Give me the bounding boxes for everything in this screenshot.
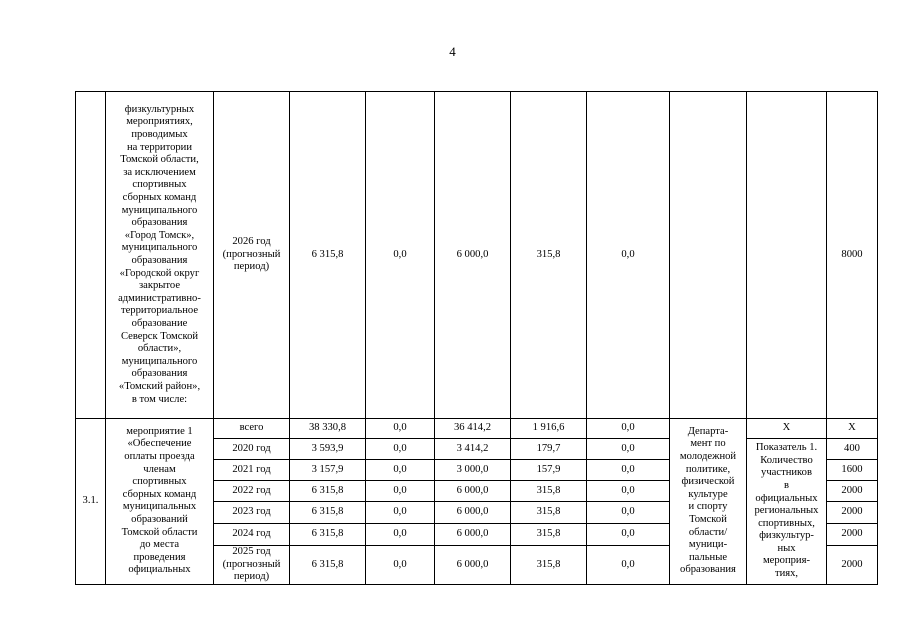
indicator-cell (747, 92, 827, 419)
total-cell: 3 157,9 (290, 460, 366, 481)
indicator-value-cell: 2000 (827, 524, 878, 546)
other-cell: 0,0 (587, 481, 670, 502)
federal-cell: 0,0 (366, 546, 435, 585)
page-number: 4 (449, 44, 456, 59)
federal-cell: 0,0 (366, 460, 435, 481)
indicator-value-cell: 8000 (827, 92, 878, 419)
local-cell: 315,8 (511, 502, 587, 524)
total-cell: 6 315,8 (290, 92, 366, 419)
year-cell: 2020 год (214, 439, 290, 460)
indicator-mark-cell: Х (747, 419, 827, 439)
total-cell: 6 315,8 (290, 546, 366, 585)
regional-cell: 3 000,0 (435, 460, 511, 481)
index-cell (76, 92, 106, 419)
regional-cell: 6 000,0 (435, 502, 511, 524)
other-cell: 0,0 (587, 502, 670, 524)
local-cell: 315,8 (511, 92, 587, 419)
year-cell: 2025 год (прогнозный период) (214, 546, 290, 585)
year-cell: 2021 год (214, 460, 290, 481)
table-row (76, 419, 878, 439)
federal-cell: 0,0 (366, 524, 435, 546)
local-cell: 1 916,6 (511, 419, 587, 439)
regional-cell: 6 000,0 (435, 92, 511, 419)
section-index: 3.1. (76, 419, 106, 585)
total-cell: 6 315,8 (290, 502, 366, 524)
local-cell: 315,8 (511, 546, 587, 585)
regional-cell: 3 414,2 (435, 439, 511, 460)
year-cell: 2023 год (214, 502, 290, 524)
table-row (76, 92, 878, 419)
total-cell: 6 315,8 (290, 524, 366, 546)
other-cell: 0,0 (587, 92, 670, 419)
year-cell: 2022 год (214, 481, 290, 502)
indicator-value-cell: 400 (827, 439, 878, 460)
indicator-value-cell: 2000 (827, 481, 878, 502)
regional-cell: 6 000,0 (435, 481, 511, 502)
description-cell: физкультурных мероприятиях, проводимых на территории Томской области, за исключением спортивных сборных команд муниципального образования «Город Томск», муниципального образования «Городской округ закрытое административно- территориальное образование Северск Томской области», муниципального образования «Томский район», в том числе: (106, 92, 214, 419)
other-cell: 0,0 (587, 419, 670, 439)
executor-cell: Департа- мент по молодежной политике, физической культуре и спорту Томской области/ муници- пальные образования (670, 419, 747, 585)
indicator-text-cell: Показатель 1. Количество участников в официальных региональных спортивных, физкультур- ных мероприя- тиях, (747, 439, 827, 585)
federal-cell: 0,0 (366, 419, 435, 439)
federal-cell: 0,0 (366, 439, 435, 460)
regional-cell: 6 000,0 (435, 546, 511, 585)
federal-cell: 0,0 (366, 92, 435, 419)
local-cell: 315,8 (511, 524, 587, 546)
year-cell: всего (214, 419, 290, 439)
other-cell: 0,0 (587, 439, 670, 460)
indicator-value-cell: 2000 (827, 502, 878, 524)
regional-cell: 6 000,0 (435, 524, 511, 546)
other-cell: 0,0 (587, 546, 670, 585)
total-cell: 38 330,8 (290, 419, 366, 439)
total-cell: 3 593,9 (290, 439, 366, 460)
local-cell: 179,7 (511, 439, 587, 460)
section-description: мероприятие 1 «Обеспечение оплаты проезда членам спортивных сборных команд муниципальных образований Томской области до места проведения официальных (106, 419, 214, 585)
other-cell: 0,0 (587, 460, 670, 481)
indicator-value-cell: Х (827, 419, 878, 439)
indicator-value-cell: 1600 (827, 460, 878, 481)
local-cell: 315,8 (511, 481, 587, 502)
federal-cell: 0,0 (366, 502, 435, 524)
indicator-value-cell: 2000 (827, 546, 878, 585)
regional-cell: 36 414,2 (435, 419, 511, 439)
other-cell: 0,0 (587, 524, 670, 546)
local-cell: 157,9 (511, 460, 587, 481)
total-cell: 6 315,8 (290, 481, 366, 502)
federal-cell: 0,0 (366, 481, 435, 502)
year-cell: 2024 год (214, 524, 290, 546)
executor-cell (670, 92, 747, 419)
year-cell: 2026 год (прогнозный период) (214, 92, 290, 419)
program-table (75, 91, 878, 585)
